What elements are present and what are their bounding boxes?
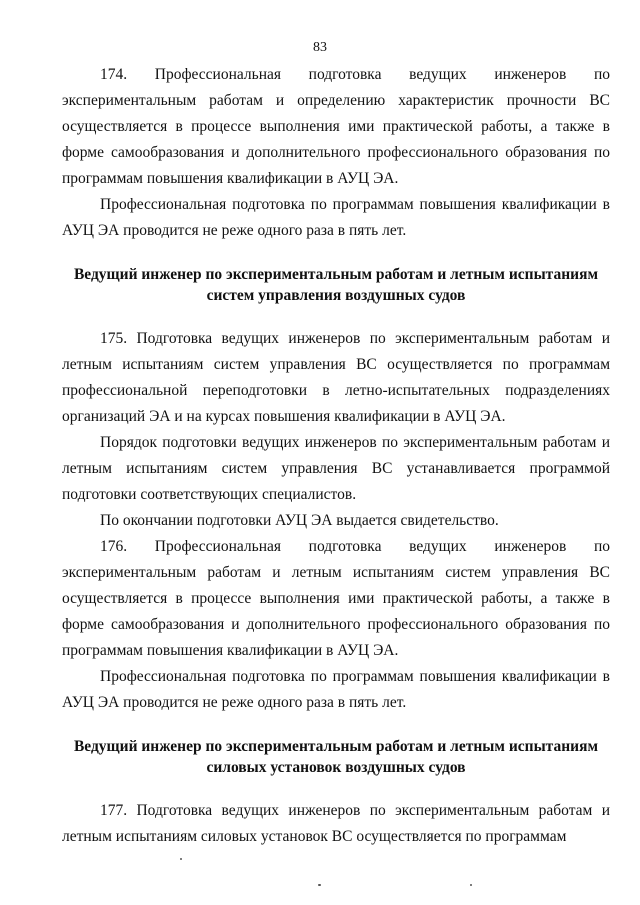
scan-speck	[470, 884, 472, 886]
scan-speck	[180, 858, 182, 860]
page-number: 83	[313, 40, 327, 55]
section-heading-power-plants	[62, 736, 610, 778]
section-heading-control-systems	[62, 264, 610, 306]
section-heading-line: систем управления воздушных судов	[206, 287, 466, 304]
paragraph-175-procedure: Порядок подготовки ведущих инженеров по экспериментальным работам и летным испытаниям систем управления ВС устанавливается программой подготовки соответствующих специалистов.	[62, 434, 610, 503]
section-heading-line: Ведущий инженер по экспериментальным работам и летным испытаниям	[73, 738, 599, 755]
paragraph-174-frequency: Профессиональная подготовка по программам повышения квалификации в АУЦ ЭА проводится не реже одного раза в пять лет.	[62, 196, 610, 239]
paragraph-174: 174. Профессиональная подготовка ведущих инженеров по экспериментальным работам и определению характеристик прочности ВС осуществляется в процессе выполнения ими практической работы, а также в форме самообразования и дополнительного профессионального образования по программам повышения квалификации в АУЦ ЭА.	[62, 66, 610, 187]
section-heading-line: Ведущий инженер по экспериментальным работам и летным испытаниям	[73, 266, 599, 283]
paragraph-175: 175. Подготовка ведущих инженеров по экспериментальным работам и летным испытаниям систем управления ВС осуществляется по программам профессиональной переподготовки в летно-испытательных подразделениях организаций ЭА и на курсах повышения квалификации в АУЦ ЭА.	[62, 330, 610, 425]
paragraph-177: 177. Подготовка ведущих инженеров по экспериментальным работам и летным испытаниям силовых установок ВС осуществляется по программам	[62, 802, 610, 845]
scan-speck	[318, 884, 321, 886]
paragraph-175-certificate: По окончании подготовки АУЦ ЭА выдается свидетельство.	[100, 512, 499, 529]
document-body	[62, 62, 610, 850]
paragraph-176: 176. Профессиональная подготовка ведущих инженеров по экспериментальным работам и летным испытаниям систем управления ВС осуществляется в процессе выполнения ими практической работы, а также в форме самообразования и дополнительного профессионального образования по программам повышения квалификации в АУЦ ЭА.	[62, 538, 610, 659]
section-heading-line: силовых установок воздушных судов	[206, 759, 466, 776]
paragraph-176-frequency: Профессиональная подготовка по программам повышения квалификации в АУЦ ЭА проводится не реже одного раза в пять лет.	[62, 668, 610, 711]
